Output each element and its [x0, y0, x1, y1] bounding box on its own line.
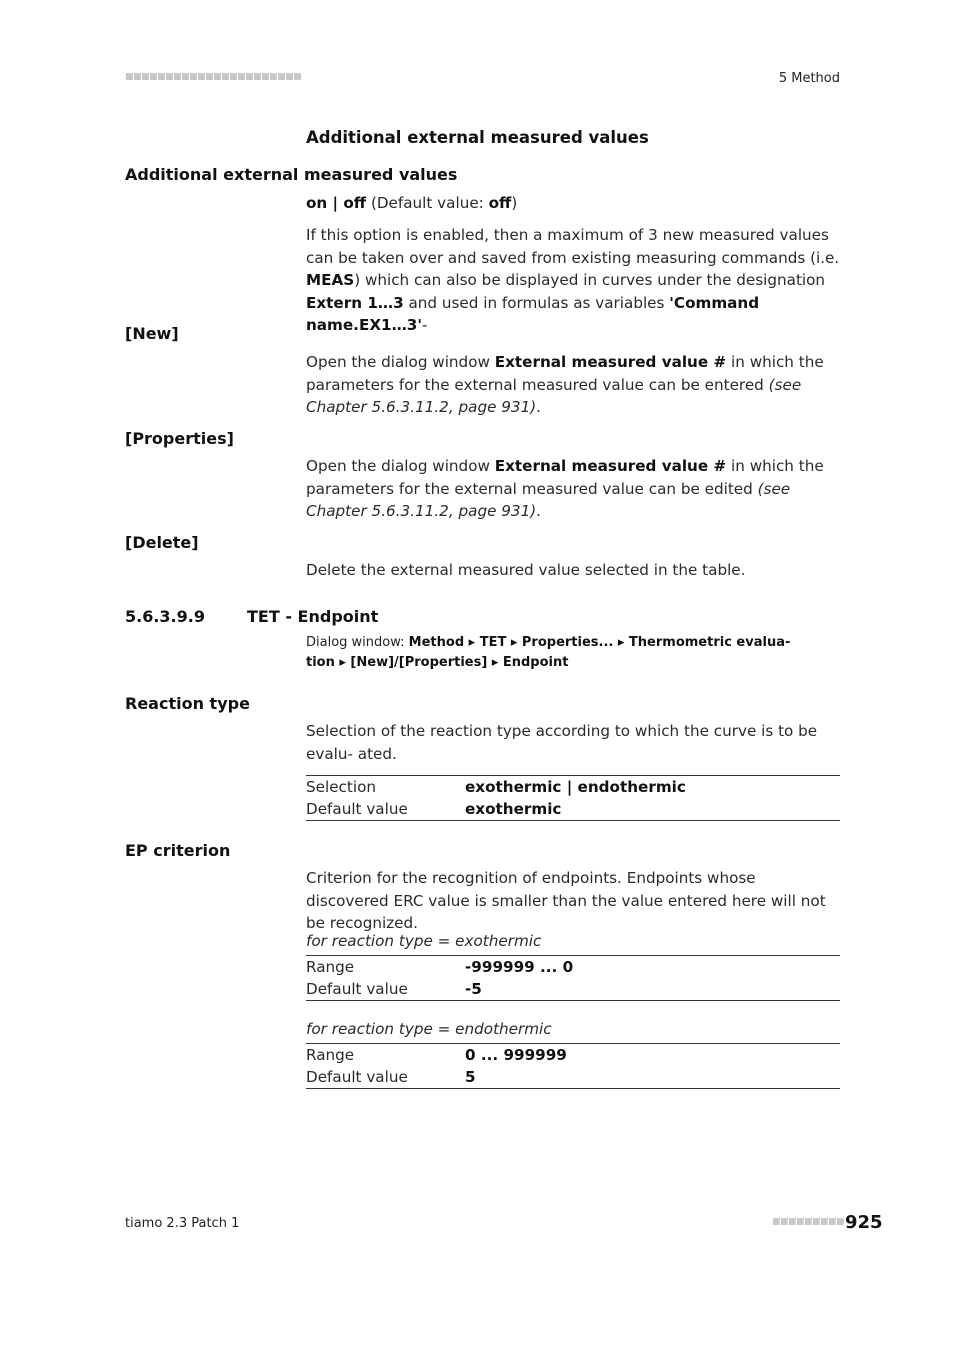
ep-endothermic-table [306, 1043, 840, 1089]
subsection-number: 5.6.3.9.9 [125, 607, 205, 626]
param-description: If this option is enabled, then a maximum of 3 new measured values can be taken over and saved from existing measuring commands (i.e. MEAS) which can also be displayed in curves under the designation Extern 1…3 and used in formulas as variables 'Command name.EX1…3'- [306, 226, 840, 334]
product-version: tiamo 2.3 Patch 1 [125, 1216, 240, 1231]
chapter-label: 5 Method [778, 71, 840, 86]
param-label-additional: Additional external measured values [125, 165, 458, 184]
caption-endothermic: for reaction type = endothermic [306, 1020, 552, 1038]
chapter-link[interactable]: (see Chapter 5.6.3.11.2, page 931) [306, 479, 791, 520]
on-off-options: on | off [306, 194, 367, 212]
ep-exothermic-table [306, 955, 840, 1001]
table-row: Default value exothermic [306, 800, 562, 818]
reaction-type-table [306, 775, 840, 821]
new-description: Open the dialog window External measured value # in which the parameters for the external measured value can be entered (see Chapter 5.6.3.11.2, page 931). [306, 353, 824, 416]
ep-criterion-description: Criterion for the recognition of endpoints. Endpoints whose discovered ERC value is smaller than the value entered here will not be recognized. [306, 869, 826, 932]
table-row: Selection exothermic | endothermic [306, 778, 686, 796]
properties-description: Open the dialog window External measured value # in which the parameters for the external measured value can be edited (see Chapter 5.6.3.11.2, page 931). [306, 457, 824, 520]
table-row: Default value 5 [306, 1068, 476, 1086]
button-label-new: [New] [125, 324, 179, 343]
section-title: Additional external measured values [306, 128, 649, 147]
param-options: on | off (Default value: off) [306, 194, 518, 212]
header-decoration: ■■■■■■■■■■■■■■■■■■■■■■ [125, 72, 302, 82]
page-number: 925 [845, 1212, 883, 1233]
table-row: Range -999999 ... 0 [306, 958, 574, 976]
chapter-link[interactable]: (see Chapter 5.6.3.11.2, page 931) [306, 375, 802, 416]
reaction-type-description: Selection of the reaction type according to which the curve is to be evalu- ated. [306, 722, 818, 763]
button-label-properties: [Properties] [125, 429, 234, 448]
param-label-ep-criterion: EP criterion [125, 841, 231, 860]
table-row: Range 0 ... 999999 [306, 1046, 567, 1064]
caption-exothermic: for reaction type = exothermic [306, 932, 542, 950]
param-label-reaction-type: Reaction type [125, 694, 250, 713]
subsection-title: TET - Endpoint [247, 607, 379, 626]
dialog-path: Dialog window: Method ▸ TET ▸ Properties... ▸ Thermometric evalua- tion ▸ [New]/[Properties] ▸ Endpoint [306, 635, 791, 670]
table-row: Default value -5 [306, 980, 482, 998]
button-label-delete: [Delete] [125, 533, 199, 552]
default-value: off [488, 194, 512, 212]
footer-decoration: ■■■■■■■■■ [772, 1217, 845, 1227]
delete-description: Delete the external measured value selected in the table. [306, 561, 746, 579]
